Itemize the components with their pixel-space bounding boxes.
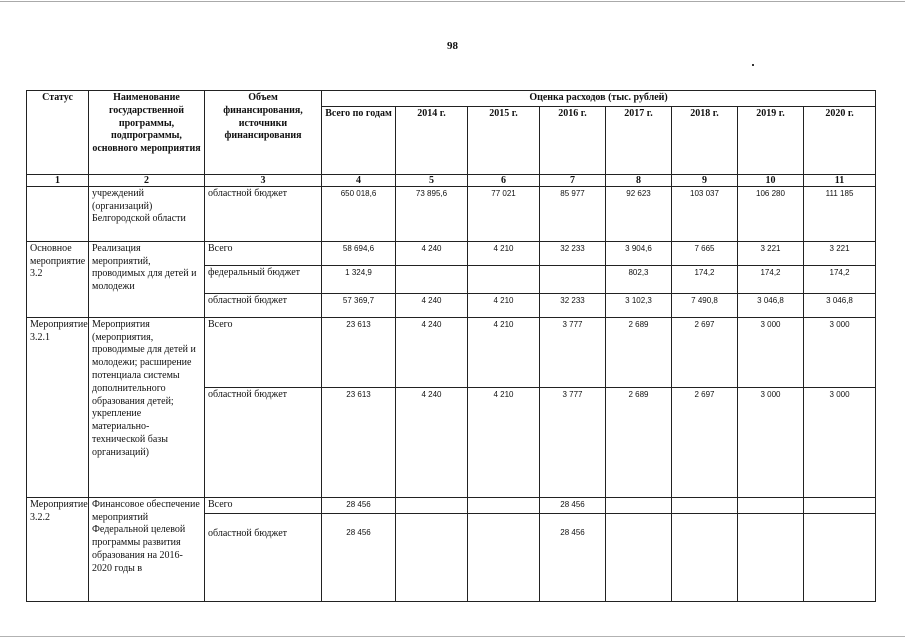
value-cell: 3 000 [738, 317, 804, 387]
value-cell: 23 613 [322, 387, 396, 497]
value-cell: 2 697 [672, 317, 738, 387]
value-cell: 92 623 [606, 186, 672, 241]
column-number: 11 [804, 174, 876, 186]
value-cell: 4 240 [396, 241, 468, 265]
source-cell: Всего [205, 317, 322, 387]
header-name: Наименование государственной программы, подпрограммы, основного мероприятия [89, 91, 205, 175]
value-cell: 4 210 [468, 293, 540, 317]
value-cell: 4 240 [396, 317, 468, 387]
column-number: 4 [322, 174, 396, 186]
source-cell: областной бюджет [205, 387, 322, 497]
table-row [27, 186, 876, 241]
column-number: 9 [672, 174, 738, 186]
status-cell: Мероприятие 3.2.2 [27, 497, 89, 601]
value-cell [468, 497, 540, 513]
value-cell: 58 694,6 [322, 241, 396, 265]
expenditure-table [26, 90, 876, 602]
name-cell: Финансовое обеспечение мероприятий Федеральной целевой программы развития образования на 2016-2020 годы в [89, 497, 205, 601]
value-cell: 3 904,6 [606, 241, 672, 265]
value-cell: 23 613 [322, 317, 396, 387]
status-cell: Мероприятие 3.2.1 [27, 317, 89, 497]
value-cell: 802,3 [606, 265, 672, 293]
value-cell: 28 456 [540, 497, 606, 513]
table-row [27, 497, 876, 513]
value-cell: 4 210 [468, 241, 540, 265]
value-cell: 4 210 [468, 387, 540, 497]
page-number: 98 [447, 40, 458, 52]
value-cell [738, 513, 804, 601]
column-number: 10 [738, 174, 804, 186]
value-cell: 4 240 [396, 387, 468, 497]
value-cell: 3 777 [540, 317, 606, 387]
source-cell: Всего [205, 497, 322, 513]
value-cell: 73 895,6 [396, 186, 468, 241]
column-number: 5 [396, 174, 468, 186]
value-cell: 3 221 [738, 241, 804, 265]
header-year: 2014 г. [396, 106, 468, 174]
value-cell: 4 210 [468, 317, 540, 387]
value-cell: 28 456 [322, 513, 396, 601]
value-cell [804, 497, 876, 513]
value-cell: 3 777 [540, 387, 606, 497]
column-number: 2 [89, 174, 205, 186]
value-cell: 28 456 [540, 513, 606, 601]
source-cell: областной бюджет [205, 513, 322, 601]
value-cell: 2 689 [606, 387, 672, 497]
header-year: 2018 г. [672, 106, 738, 174]
value-cell: 3 102,3 [606, 293, 672, 317]
header-year: 2019 г. [738, 106, 804, 174]
value-cell [540, 265, 606, 293]
value-cell: 3 000 [804, 387, 876, 497]
header-estimate: Оценка расходов (тыс. рублей) [322, 91, 876, 107]
value-cell [672, 513, 738, 601]
value-cell: 106 280 [738, 186, 804, 241]
column-number: 6 [468, 174, 540, 186]
value-cell: 174,2 [804, 265, 876, 293]
header-row-1 [27, 91, 876, 107]
value-cell: 32 233 [540, 293, 606, 317]
table-row [27, 317, 876, 387]
value-cell: 32 233 [540, 241, 606, 265]
value-cell: 2 689 [606, 317, 672, 387]
scan-edge-bottom [0, 636, 905, 637]
source-cell: областной бюджет [205, 293, 322, 317]
value-cell [396, 265, 468, 293]
value-cell: 3 046,8 [738, 293, 804, 317]
value-cell [468, 513, 540, 601]
table-row [27, 241, 876, 265]
scan-speck [752, 64, 754, 66]
value-cell [606, 513, 672, 601]
status-cell [27, 186, 89, 241]
header-year: 2016 г. [540, 106, 606, 174]
value-cell [804, 513, 876, 601]
value-cell: 174,2 [672, 265, 738, 293]
value-cell: 650 018,6 [322, 186, 396, 241]
header-year: 2017 г. [606, 106, 672, 174]
value-cell [672, 497, 738, 513]
header-year: 2015 г. [468, 106, 540, 174]
value-cell: 3 000 [738, 387, 804, 497]
value-cell: 85 977 [540, 186, 606, 241]
header-total: Всего по годам [322, 106, 396, 174]
value-cell [396, 497, 468, 513]
header-status: Статус [27, 91, 89, 175]
column-number: 8 [606, 174, 672, 186]
name-cell: учреждений (организаций) Белгородской области [89, 186, 205, 241]
value-cell [738, 497, 804, 513]
column-number: 7 [540, 174, 606, 186]
value-cell: 111 185 [804, 186, 876, 241]
scan-edge-top [0, 1, 905, 2]
value-cell [606, 497, 672, 513]
value-cell: 77 021 [468, 186, 540, 241]
value-cell: 7 490,8 [672, 293, 738, 317]
value-cell: 2 697 [672, 387, 738, 497]
value-cell [396, 513, 468, 601]
value-cell: 7 665 [672, 241, 738, 265]
value-cell: 3 221 [804, 241, 876, 265]
value-cell: 28 456 [322, 497, 396, 513]
header-volume: Объем финансирования, источники финансирования [205, 91, 322, 175]
value-cell: 1 324,9 [322, 265, 396, 293]
value-cell: 4 240 [396, 293, 468, 317]
status-cell: Основное мероприятие 3.2 [27, 241, 89, 317]
header-year: 2020 г. [804, 106, 876, 174]
name-cell: Реализация мероприятий, проводимых для детей и молодежи [89, 241, 205, 317]
value-cell: 3 046,8 [804, 293, 876, 317]
value-cell: 57 369,7 [322, 293, 396, 317]
value-cell: 174,2 [738, 265, 804, 293]
column-number-row [27, 174, 876, 186]
source-cell: Всего [205, 241, 322, 265]
source-cell: областной бюджет [205, 186, 322, 241]
column-number: 1 [27, 174, 89, 186]
value-cell [468, 265, 540, 293]
column-number: 3 [205, 174, 322, 186]
value-cell: 3 000 [804, 317, 876, 387]
value-cell: 103 037 [672, 186, 738, 241]
source-cell: федеральный бюджет [205, 265, 322, 293]
name-cell: Мероприятия (мероприятия, проводимые для детей и молодежи; расширение потенциала системы дополнительного образования детей; укрепление материально-технической базы организаций) [89, 317, 205, 497]
